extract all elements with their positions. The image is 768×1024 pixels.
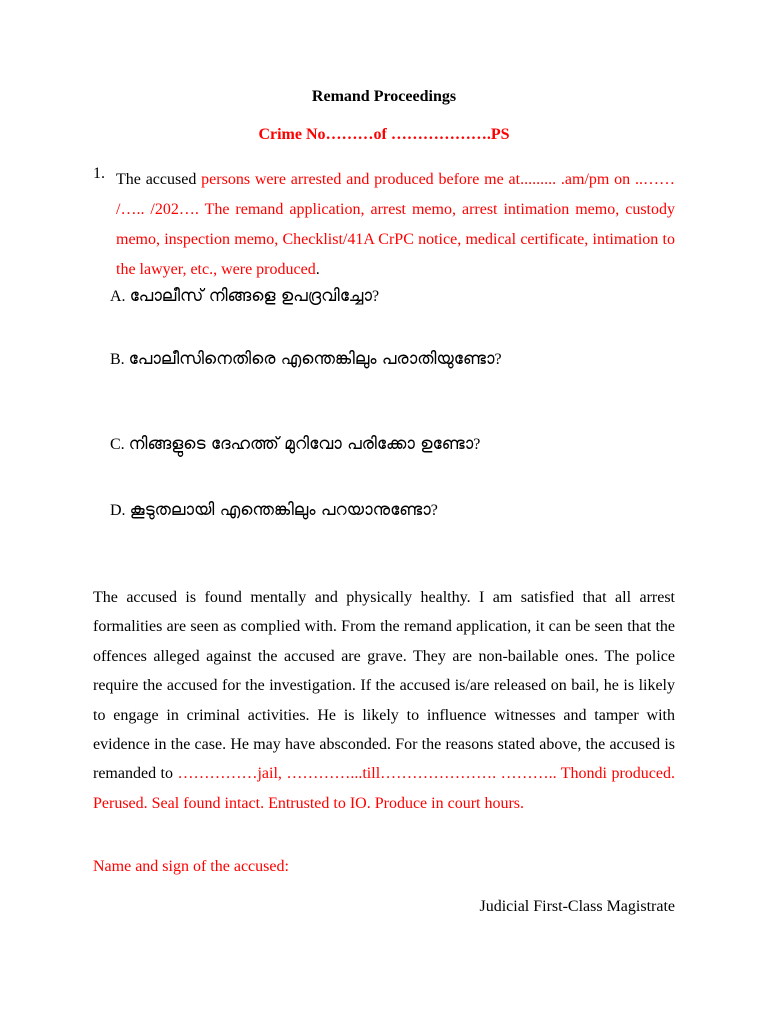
item-1-text: [116, 165, 675, 285]
question-text: കൂടുതലായി എന്തെങ്കിലും പറയാനുണ്ടോ: [129, 500, 431, 520]
question-c: [110, 434, 480, 454]
remand-paragraph: [93, 583, 675, 818]
question-text: പോലീസ് നിങ്ങളെ ഉപദ്രവിച്ചോ: [129, 286, 372, 306]
item-1-lead-text: The accused: [116, 171, 202, 188]
question-a: [110, 286, 379, 306]
question-letter: A.: [110, 288, 126, 305]
item-1-red-text: persons were arrested and produced before me at......... .am/pm on ..…… /….. /202…. The remand application, arrest memo, arrest intimation memo, custody memo, inspection memo, Checklist/41A CrPC notice, medical certificate, intimation to the lawyer, etc., were produced: [116, 171, 675, 278]
paragraph-blanks: ……………jail, …………...till…………………. ………..: [177, 765, 557, 783]
document-title: Remand Proceedings: [311, 88, 457, 105]
crime-number-line: Crime No………of ……………….PS: [258, 126, 510, 143]
numbered-item-1: [93, 165, 675, 285]
question-b: [110, 349, 502, 369]
paragraph-main-text: The accused is found mentally and physically healthy. I am satisfied that all arrest formalities are seen as complied with. From the remand application, it can be seen that the offences alleged against the accused are grave. They are non-bailable ones. The police require the accused for the investigation. If the accused is/are released on bail, he is likely to engage in criminal activities. He is likely to influence witnesses and tamper with evidence in the case. He may have absconded. For the reasons stated above, the accused is remanded to: [93, 589, 675, 783]
magistrate-signature-title: Judicial First-Class Magistrate: [479, 898, 675, 915]
question-letter: D.: [110, 502, 126, 519]
question-d: [110, 500, 438, 520]
item-number: 1.: [93, 165, 105, 182]
question-mark: ?: [473, 436, 481, 453]
question-letter: C.: [110, 436, 125, 453]
question-mark: ?: [494, 351, 502, 368]
question-letter: B.: [110, 351, 125, 368]
paragraph-thondi-text: Thondi produced. Perused. Seal found intact. Entrusted to IO. Produce in court hours.: [93, 765, 675, 812]
question-text: നിങ്ങളുടെ ദേഹത്ത് മുറിവോ പരിക്കോ ഉണ്ടോ: [128, 434, 474, 454]
name-and-sign-label: Name and sign of the accused:: [93, 858, 289, 875]
item-1-tail-text: .: [315, 261, 320, 278]
question-mark: ?: [371, 288, 380, 305]
question-text: പോലീസിനെതിരെ എന്തെങ്കിലും പരാതിയുണ്ടോ: [128, 349, 495, 369]
question-mark: ?: [430, 502, 438, 519]
